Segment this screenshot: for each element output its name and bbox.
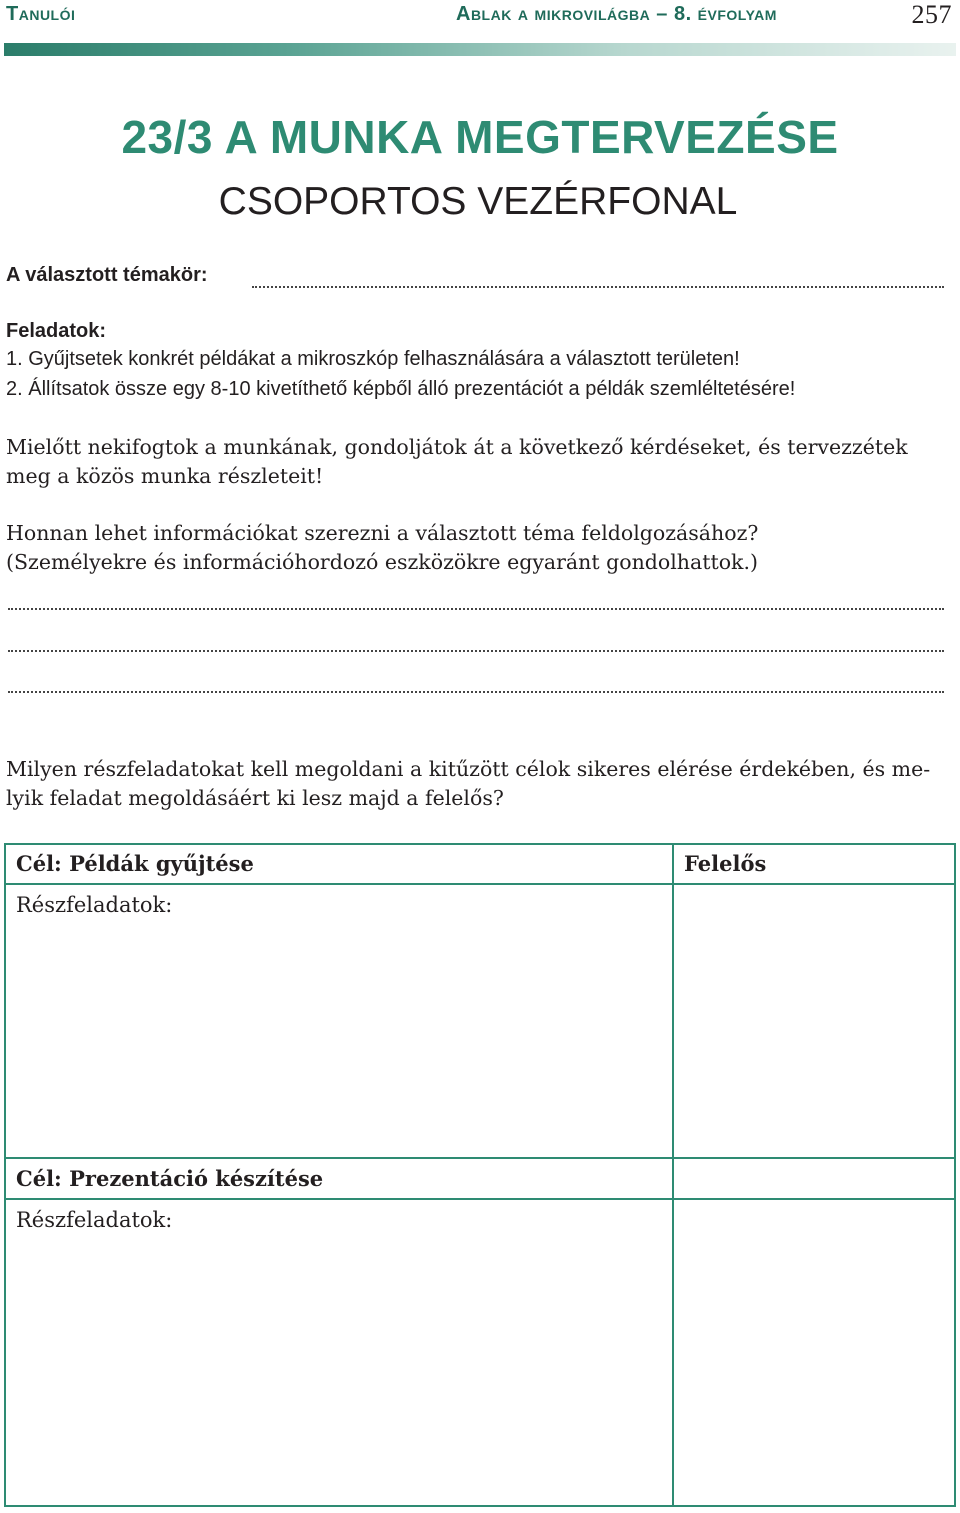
answer-line-3[interactable] [8,689,944,693]
intro-line-2: meg a közös munka részleteit! [6,464,324,488]
responsible-header: Felelős [684,851,767,876]
goal-2-responsible-area[interactable] [676,1203,952,1503]
table-column-divider [672,843,674,1507]
header-book-title: Ablak a mikrovilágba – 8. évfolyam [456,3,777,25]
question-2-line-1: Milyen részfeladatokat kell megoldani a kitűzött célok sikeres elérése érdekében, és me- [6,757,931,781]
question-1-line-2: (Személyekre és információhordozó eszközökre egyaránt gondolhattok.) [6,550,758,574]
topic-answer-line[interactable] [252,284,944,288]
header-gradient-bar [4,43,956,56]
goal-1-label: Cél: Példák gyűjtése [16,851,254,876]
table-section-divider-top [4,1157,956,1159]
question-1-line-1: Honnan lehet információkat szerezni a választott téma feldolgozásához? [6,521,759,545]
intro-line-1: Mielőtt nekifogtok a munkának, gondoljátok át a következő kérdéseket, és tervezzétek [6,435,908,459]
answer-line-1[interactable] [8,606,944,610]
goal-2-subtasks-label: Részfeladatok: [16,1208,173,1232]
page-number: 257 [911,0,952,29]
task-item-2: 2. Állítsatok össze egy 8-10 kivetíthető képből álló prezentációt a példák szemléltetésére! [6,378,796,400]
question-2-line-2: lyik feladat megoldásáért ki lesz majd a felelős? [6,786,504,810]
goal-2-label: Cél: Prezentáció készítése [16,1166,324,1191]
table-section-divider-bottom [4,1198,956,1200]
goal-2-subtasks-area[interactable] [8,1236,668,1502]
page-subtitle: CSOPORTOS VEZÉRFONAL [218,180,738,223]
topic-label: A választott témakör: [6,264,208,286]
goal-1-responsible-area[interactable] [676,888,952,1154]
table-header-divider [4,883,956,885]
intro-paragraph [6,433,954,491]
question-1 [6,519,954,577]
tasks-label: Feladatok: [6,320,107,342]
page-header [0,0,960,30]
task-item-1: 1. Gyűjtsetek konkrét példákat a mikroszkóp felhasználására a választott területen! [6,348,740,370]
page-title: 23/3 A MUNKA MEGTERVEZÉSE [121,111,839,163]
header-left-label: Tanulói [6,3,76,25]
goal-1-subtasks-label: Részfeladatok: [16,893,173,917]
question-2 [6,755,954,813]
goal-1-subtasks-area[interactable] [8,920,668,1154]
answer-line-2[interactable] [8,648,944,652]
